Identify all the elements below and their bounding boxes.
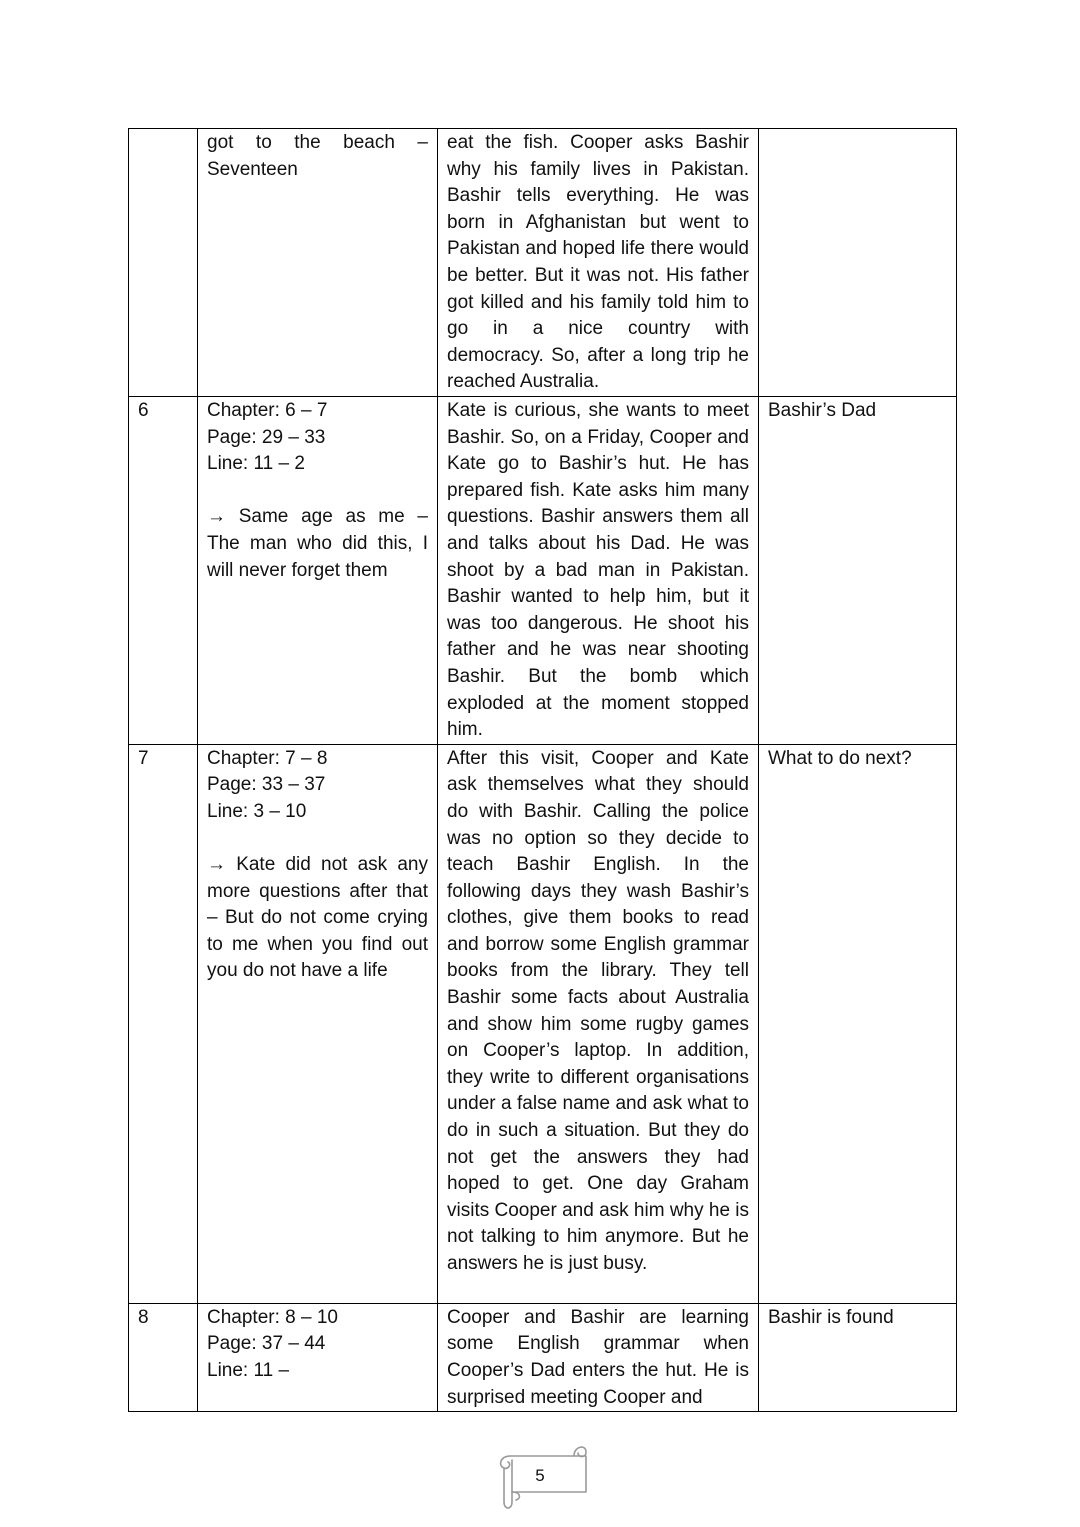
page-footer xyxy=(490,1436,590,1512)
line-label: Line: 11 – 2 xyxy=(207,453,305,475)
row-number: 6 xyxy=(129,397,198,745)
chapter-label: Chapter: 7 – 8 xyxy=(207,747,328,769)
table-row xyxy=(129,1303,957,1411)
row-title: What to do next? xyxy=(759,744,957,1303)
row-number: 8 xyxy=(129,1303,198,1411)
row-reference xyxy=(198,744,438,1303)
summary-text: Cooper and Bashir are learning some English grammar when Cooper’s Dad enters the hut. He is surprised meeting Cooper and xyxy=(447,1306,749,1408)
summary-text: Kate is curious, she wants to meet Bashir. So, on a Friday, Cooper and Kate go to Bashir’s hut. He has prepared fish. Kate asks him many questions. Bashir answers them all and talks about his Dad. He was shoot by a bad man in Pakistan. Bashir wanted to help him, but it was too dangerous. He shoot his father and he was near shooting Bashir. But the bomb which exploded at the moment stopped him. xyxy=(447,400,749,741)
table-row xyxy=(129,129,957,397)
row-title: Bashir is found xyxy=(759,1303,957,1411)
reference-text: got to the beach – Seventeen xyxy=(207,132,428,180)
row-title: Bashir’s Dad xyxy=(759,397,957,745)
page-label: Page: 37 – 44 xyxy=(207,1333,326,1355)
line-label: Line: 11 – xyxy=(207,1359,290,1381)
page-number: 5 xyxy=(535,1466,545,1485)
row-summary xyxy=(438,397,759,745)
summary-table xyxy=(128,128,957,1412)
page-label: Page: 29 – 33 xyxy=(207,426,326,448)
row-reference xyxy=(198,129,438,397)
summary-text: eat the fish. Cooper asks Bashir why his family lives in Pakistan. Bashir tells everything. He was born in Afghanistan but went to Pakistan and hoped life there would be better. But it was not. His father got killed and his family told him to go in a nice country with democracy. So, after a long trip he reached Australia. xyxy=(447,132,749,393)
row-number xyxy=(129,129,198,397)
summary-text: After this visit, Cooper and Kate ask themselves what they should do with Bashir. Calling the police was no option so they decide to teach Bashir English. In the following days they wash Bashir’s clothes, give them books to read and borrow some English grammar books from the library. They tell Bashir some facts about Australia and show him some rugby games on Cooper’s laptop. In addition, they write to different organisations under a false name and ask what to do in such a situation. But they do not get the answers they had hoped to get. One day Graham visits Cooper and ask him why he is not talking to him anymore. But he answers he is just busy. xyxy=(447,747,750,1274)
chapter-label: Chapter: 8 – 10 xyxy=(207,1306,338,1328)
row-summary xyxy=(438,1303,759,1411)
row-reference xyxy=(198,1303,438,1411)
row-summary xyxy=(438,744,759,1303)
line-label: Line: 3 – 10 xyxy=(207,800,307,822)
row-reference xyxy=(198,397,438,745)
row-summary xyxy=(438,129,759,397)
quote-text: → Kate did not ask any more questions after that – But do not come crying to me when you find out you do not have a life xyxy=(207,854,428,982)
table-row xyxy=(129,744,957,1303)
table-row xyxy=(129,397,957,745)
page-label: Page: 33 – 37 xyxy=(207,774,326,796)
quote-text: → Same age as me – The man who did this, I will never forget them xyxy=(207,506,428,581)
row-title xyxy=(759,129,957,397)
row-number: 7 xyxy=(129,744,198,1303)
chapter-label: Chapter: 6 – 7 xyxy=(207,400,328,421)
